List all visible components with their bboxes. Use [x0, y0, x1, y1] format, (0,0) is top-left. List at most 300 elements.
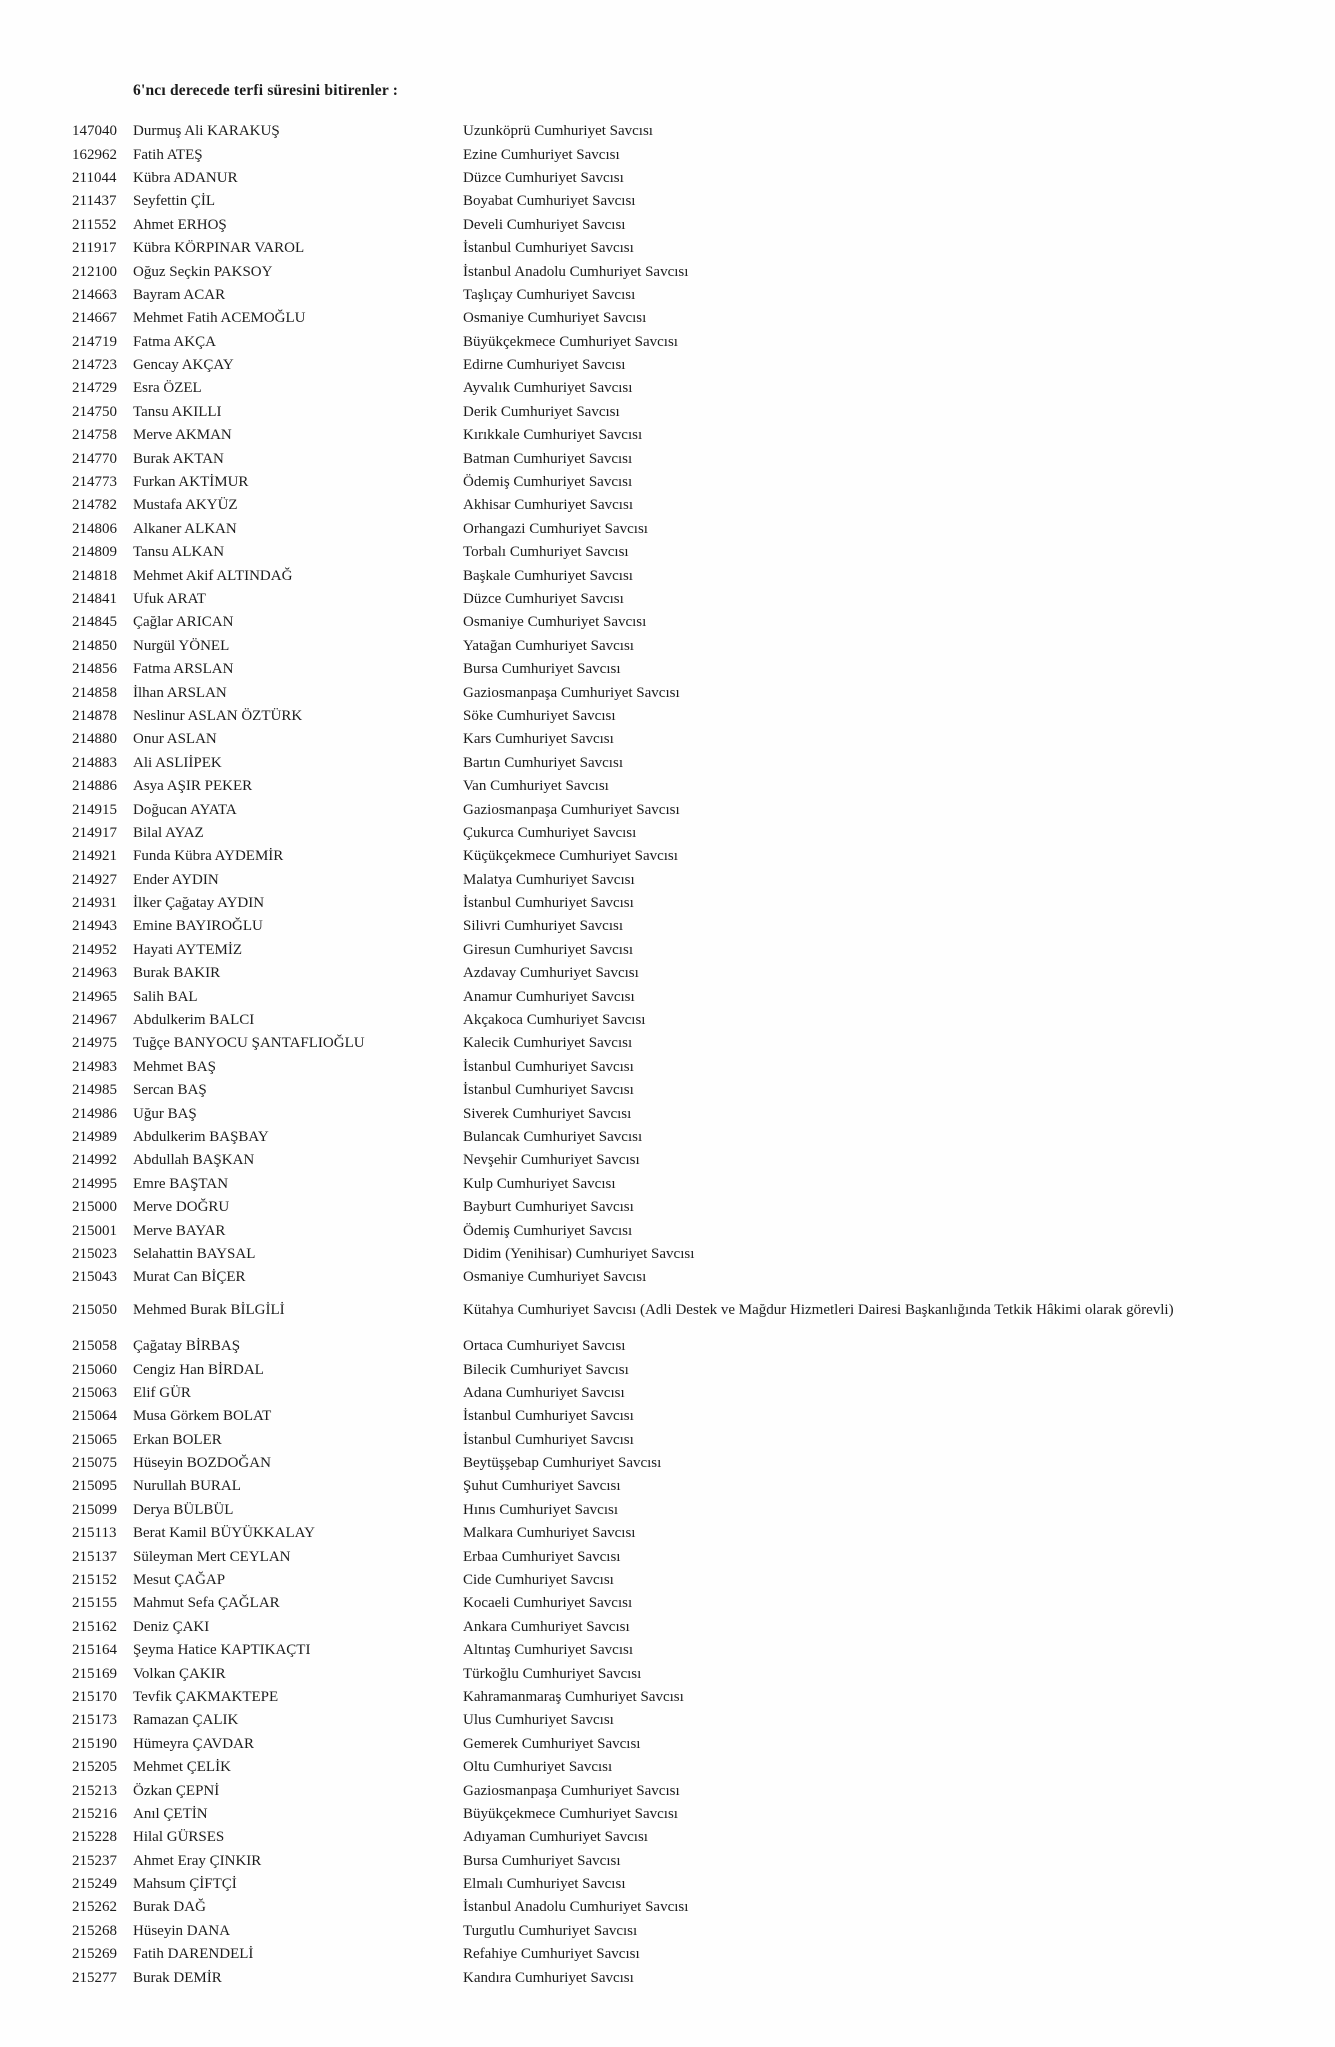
table-row: [0, 564, 1335, 587]
person-title: Kütahya Cumhuriyet Savcısı (Adli Destek ve Mağdur Hizmetleri Dairesi Başkanlığında Tetkik Hâkimi olarak görevli): [463, 1301, 1174, 1318]
person-name: Ali ASLIİPEK: [133, 754, 222, 771]
person-name: Abdullah BAŞKAN: [133, 1152, 255, 1169]
registry-number: 215113: [72, 1525, 117, 1542]
table-row: [0, 167, 1335, 190]
person-title: Kocaeli Cumhuriyet Savcısı: [463, 1595, 633, 1612]
person-name: Esra ÖZEL: [133, 380, 202, 397]
person-name: Anıl ÇETİN: [133, 1805, 208, 1822]
table-row: [0, 1405, 1335, 1428]
person-title: Altıntaş Cumhuriyet Savcısı: [463, 1642, 633, 1659]
registry-number: 215228: [72, 1829, 117, 1846]
table-row: [0, 1032, 1335, 1055]
registry-number: 147040: [72, 123, 117, 140]
table-row: [0, 331, 1335, 354]
person-name: Kübra ADANUR: [133, 169, 238, 186]
person-name: Alkaner ALKAN: [133, 520, 237, 537]
person-name: Emre BAŞTAN: [133, 1175, 229, 1192]
table-row: [0, 1126, 1335, 1149]
table-row: [0, 681, 1335, 704]
registry-number: 215169: [72, 1665, 117, 1682]
person-title: Akçakoca Cumhuriyet Savcısı: [463, 1012, 646, 1029]
table-row: [0, 120, 1335, 143]
registry-number: 215023: [72, 1245, 117, 1262]
person-title: Torbalı Cumhuriyet Savcısı: [463, 544, 629, 561]
person-name: Hilal GÜRSES: [133, 1829, 225, 1846]
person-title: İstanbul Cumhuriyet Savcısı: [463, 1408, 634, 1425]
person-title: Elmalı Cumhuriyet Savcısı: [463, 1876, 626, 1893]
person-name: Deniz ÇAKI: [133, 1618, 210, 1635]
person-title: Ankara Cumhuriyet Savcısı: [463, 1618, 630, 1635]
registry-number: 215075: [72, 1455, 117, 1472]
person-name: Tansu ALKAN: [133, 544, 225, 561]
person-title: Gaziosmanpaşa Cumhuriyet Savcısı: [463, 1782, 680, 1799]
table-row: [0, 1803, 1335, 1826]
registry-number: 215237: [72, 1852, 117, 1869]
person-title: İstanbul Anadolu Cumhuriyet Savcısı: [463, 263, 689, 280]
person-title: Şuhut Cumhuriyet Savcısı: [463, 1478, 621, 1495]
person-title: Bartın Cumhuriyet Savcısı: [463, 754, 623, 771]
person-name: Merve AKMAN: [133, 427, 232, 444]
person-title: Ortaca Cumhuriyet Savcısı: [463, 1338, 626, 1355]
table-row: [0, 471, 1335, 494]
table-row: [0, 1243, 1335, 1266]
table-row: [0, 1709, 1335, 1732]
person-name: Nurgül YÖNEL: [133, 637, 230, 654]
table-row: [0, 939, 1335, 962]
person-title: Bayburt Cumhuriyet Savcısı: [463, 1199, 634, 1216]
registry-number: 215190: [72, 1735, 117, 1752]
table-row: [0, 1569, 1335, 1592]
registry-number: 214965: [72, 988, 117, 1005]
person-name: Mustafa AKYÜZ: [133, 497, 238, 514]
person-name: Tuğçe BANYOCU ŞANTAFLIOĞLU: [133, 1035, 365, 1052]
table-row: [0, 822, 1335, 845]
person-title: Didim (Yenihisar) Cumhuriyet Savcısı: [463, 1245, 695, 1262]
person-name: Ufuk ARAT: [133, 591, 206, 607]
person-name: Selahattin BAYSAL: [133, 1245, 256, 1262]
registry-number: 214880: [72, 731, 117, 748]
table-row: [0, 1616, 1335, 1639]
person-title: Gemerek Cumhuriyet Savcısı: [463, 1735, 641, 1752]
table-row: [0, 494, 1335, 517]
person-name: İlker Çağatay AYDIN: [133, 895, 265, 912]
person-title: Boyabat Cumhuriyet Savcısı: [463, 193, 636, 210]
person-name: Fatma ARSLAN: [133, 661, 234, 678]
table-row: [0, 611, 1335, 634]
table-row: [0, 1662, 1335, 1685]
table-row: [0, 705, 1335, 728]
person-title: Adana Cumhuriyet Savcısı: [463, 1384, 625, 1401]
person-title: Kandıra Cumhuriyet Savcısı: [463, 1969, 634, 1986]
table-row: [0, 892, 1335, 915]
table-row: [0, 260, 1335, 283]
person-name: Mehmet BAŞ: [133, 1058, 216, 1075]
person-title: Anamur Cumhuriyet Savcısı: [463, 988, 635, 1005]
person-title: Başkale Cumhuriyet Savcısı: [463, 567, 633, 584]
table-row: [0, 1428, 1335, 1451]
table-row: [0, 985, 1335, 1008]
table-row: [0, 1149, 1335, 1172]
table-row: [0, 1686, 1335, 1709]
person-title: Bursa Cumhuriyet Savcısı: [463, 661, 621, 678]
person-name: Gencay AKÇAY: [133, 357, 234, 374]
person-title: Malatya Cumhuriyet Savcısı: [463, 871, 635, 888]
registry-number: 214975: [72, 1035, 117, 1052]
person-title: İstanbul Cumhuriyet Savcısı: [463, 1082, 634, 1099]
person-name: Onur ASLAN: [133, 731, 217, 748]
table-row: [0, 1522, 1335, 1545]
person-name: Hüseyin BOZDOĞAN: [133, 1455, 271, 1472]
registry-number: 214983: [72, 1058, 117, 1075]
table-row: [0, 1639, 1335, 1662]
registry-number: 215249: [72, 1876, 117, 1893]
registry-number: 215213: [72, 1782, 117, 1799]
table-row: [0, 1592, 1335, 1615]
person-name: Fatih DARENDELİ: [133, 1946, 254, 1963]
registry-number: 215269: [72, 1946, 117, 1963]
person-title: Düzce Cumhuriyet Savcısı: [463, 591, 624, 607]
registry-number: 211044: [72, 169, 117, 186]
registry-number: 214858: [72, 684, 117, 701]
registry-number: 214850: [72, 637, 117, 654]
person-title: İstanbul Cumhuriyet Savcısı: [463, 1431, 634, 1448]
registry-number: 214856: [72, 661, 117, 678]
person-title: Uzunköprü Cumhuriyet Savcısı: [463, 123, 653, 140]
person-title: Siverek Cumhuriyet Savcısı: [463, 1105, 632, 1122]
person-name: Emine BAYIROĞLU: [133, 918, 263, 935]
table-row: [0, 635, 1335, 658]
table-row: [0, 1196, 1335, 1219]
person-title: Giresun Cumhuriyet Savcısı: [463, 941, 633, 958]
person-title: Akhisar Cumhuriyet Savcısı: [463, 497, 633, 514]
table-row: [0, 518, 1335, 541]
registry-number: 214992: [72, 1152, 117, 1169]
table-row: [0, 401, 1335, 424]
person-title: İstanbul Anadolu Cumhuriyet Savcısı: [463, 1899, 689, 1916]
person-name: Bayram ACAR: [133, 286, 226, 303]
person-title: İstanbul Cumhuriyet Savcısı: [463, 1058, 634, 1075]
person-title: Küçükçekmece Cumhuriyet Savcısı: [463, 848, 678, 865]
registry-number: 215164: [72, 1642, 117, 1659]
registry-number: 214770: [72, 450, 117, 467]
person-name: Merve BAYAR: [133, 1222, 226, 1239]
registry-number: 214967: [72, 1012, 117, 1029]
registry-number: 214883: [72, 754, 117, 771]
table-row: [0, 1756, 1335, 1779]
person-title: Adıyaman Cumhuriyet Savcısı: [463, 1829, 648, 1846]
person-name: Hüseyin DANA: [133, 1922, 231, 1939]
person-name: Ramazan ÇALIK: [133, 1712, 239, 1729]
table-row: [0, 1499, 1335, 1522]
person-title: Kulp Cumhuriyet Savcısı: [463, 1175, 616, 1192]
registry-number: 215262: [72, 1899, 117, 1916]
person-name: Mahsum ÇİFTÇİ: [133, 1876, 237, 1893]
person-title: Nevşehir Cumhuriyet Savcısı: [463, 1152, 640, 1169]
person-name: Şeyma Hatice KAPTIKAÇTI: [133, 1642, 311, 1659]
person-name: Çağatay BİRBAŞ: [133, 1338, 241, 1355]
registry-number: 214723: [72, 357, 117, 374]
person-title: Derik Cumhuriyet Savcısı: [463, 403, 620, 420]
person-name: İlhan ARSLAN: [133, 684, 227, 701]
table-row: [0, 1056, 1335, 1079]
registry-number: 212100: [72, 263, 117, 280]
section-heading: 6'ncı derecede terfi süresini bitirenler :: [133, 82, 399, 99]
table-row: [0, 143, 1335, 166]
person-name: Merve DOĞRU: [133, 1199, 230, 1216]
registry-number: 215173: [72, 1712, 117, 1729]
table-row: [0, 1920, 1335, 1943]
registry-number: 215277: [72, 1969, 117, 1986]
person-name: Doğucan AYATA: [133, 801, 237, 818]
person-name: Uğur BAŞ: [133, 1105, 197, 1122]
person-title: Ayvalık Cumhuriyet Savcısı: [463, 380, 633, 397]
table-row: [0, 1382, 1335, 1405]
table-row: [0, 658, 1335, 681]
person-title: Osmaniye Cumhuriyet Savcısı: [463, 310, 647, 327]
registry-number: 214782: [72, 497, 117, 514]
person-title: Orhangazi Cumhuriyet Savcısı: [463, 520, 648, 537]
person-title: Taşlıçay Cumhuriyet Savcısı: [463, 286, 636, 303]
table-row: [0, 1826, 1335, 1849]
person-title: Beytüşşebap Cumhuriyet Savcısı: [463, 1455, 662, 1472]
registry-number: 215099: [72, 1501, 117, 1518]
person-name: Burak DAĞ: [133, 1899, 206, 1916]
person-name: Tansu AKILLI: [133, 403, 222, 420]
table-row: [0, 447, 1335, 470]
person-name: Mehmet Akif ALTINDAĞ: [133, 567, 293, 584]
person-name: Hümeyra ÇAVDAR: [133, 1735, 254, 1752]
table-row: [0, 869, 1335, 892]
registry-number: 214985: [72, 1082, 117, 1099]
registry-number: 214917: [72, 824, 117, 841]
person-name: Sercan BAŞ: [133, 1082, 207, 1099]
person-name: Volkan ÇAKIR: [133, 1665, 226, 1682]
registry-number: 214989: [72, 1128, 117, 1145]
person-title: Düzce Cumhuriyet Savcısı: [463, 169, 624, 186]
registry-number: 215064: [72, 1408, 117, 1425]
person-title: Cide Cumhuriyet Savcısı: [463, 1572, 614, 1589]
table-row: [0, 1943, 1335, 1966]
registry-number: 214927: [72, 871, 117, 888]
person-name: Berat Kamil BÜYÜKKALAY: [133, 1525, 315, 1542]
person-name: Nurullah BURAL: [133, 1478, 241, 1495]
table-row: [0, 214, 1335, 237]
registry-number: 214806: [72, 520, 117, 537]
registry-number: 215205: [72, 1759, 117, 1776]
person-title: Malkara Cumhuriyet Savcısı: [463, 1525, 636, 1542]
person-name: Cengiz Han BİRDAL: [133, 1361, 264, 1378]
registry-number: 214995: [72, 1175, 117, 1192]
person-name: Fatma AKÇA: [133, 333, 216, 350]
person-name: Bilal AYAZ: [133, 824, 204, 841]
person-name: Murat Can BİÇER: [133, 1269, 246, 1286]
registry-number: 214667: [72, 310, 117, 327]
registry-number: 214750: [72, 403, 117, 420]
person-name: Abdulkerim BALCI: [133, 1012, 255, 1029]
table-row: [0, 1850, 1335, 1873]
person-name: Oğuz Seçkin PAKSOY: [133, 263, 273, 280]
registry-number: 211917: [72, 240, 117, 257]
registry-number: 215060: [72, 1361, 117, 1378]
person-title: Çukurca Cumhuriyet Savcısı: [463, 824, 637, 841]
table-row: [0, 845, 1335, 868]
person-title: Osmaniye Cumhuriyet Savcısı: [463, 1269, 647, 1286]
person-title: Gaziosmanpaşa Cumhuriyet Savcısı: [463, 684, 680, 701]
registry-number: 211437: [72, 193, 117, 210]
registry-number: 214986: [72, 1105, 117, 1122]
person-name: Ender AYDIN: [133, 871, 219, 888]
person-name: Derya BÜLBÜL: [133, 1501, 234, 1518]
registry-number: 214943: [72, 918, 117, 935]
table-row: [0, 752, 1335, 775]
person-name: Asya AŞIR PEKER: [133, 778, 253, 795]
person-title: Refahiye Cumhuriyet Savcısı: [463, 1946, 640, 1963]
person-title: Oltu Cumhuriyet Savcısı: [463, 1759, 613, 1776]
person-name: Hayati AYTEMİZ: [133, 941, 243, 958]
table-row: [0, 588, 1335, 611]
table-row: [0, 1873, 1335, 1896]
person-title: Van Cumhuriyet Savcısı: [463, 778, 609, 795]
person-title: Hınıs Cumhuriyet Savcısı: [463, 1501, 618, 1518]
person-name: Mehmet Fatih ACEMOĞLU: [133, 310, 306, 327]
person-name: Neslinur ASLAN ÖZTÜRK: [133, 707, 303, 724]
registry-number: 215050: [72, 1301, 117, 1318]
table-row: [0, 798, 1335, 821]
registry-number: 215065: [72, 1431, 117, 1448]
registry-number: 215063: [72, 1384, 117, 1401]
table-row: [0, 1173, 1335, 1196]
table-row: [0, 1102, 1335, 1125]
person-name: Mesut ÇAĞAP: [133, 1572, 226, 1589]
registry-number: 214931: [72, 895, 117, 912]
person-title: Yatağan Cumhuriyet Savcısı: [463, 637, 634, 654]
table-row: [0, 354, 1335, 377]
table-row: [0, 284, 1335, 307]
person-title: Bilecik Cumhuriyet Savcısı: [463, 1361, 629, 1378]
table-row: [0, 1452, 1335, 1475]
registry-number: 211552: [72, 216, 117, 233]
table-row: [0, 728, 1335, 751]
table-row: [0, 190, 1335, 213]
person-title: Ödemiş Cumhuriyet Savcısı: [463, 474, 633, 491]
person-title: Azdavay Cumhuriyet Savcısı: [463, 965, 639, 982]
person-name: Musa Görkem BOLAT: [133, 1408, 272, 1425]
registry-number: 215095: [72, 1478, 117, 1495]
table-row: [0, 1733, 1335, 1756]
person-name: Tevfik ÇAKMAKTEPE: [133, 1688, 279, 1705]
person-title: Kalecik Cumhuriyet Savcısı: [463, 1035, 633, 1052]
person-name: Seyfettin ÇİL: [133, 193, 216, 210]
table-row: [0, 1358, 1335, 1381]
person-title: Büyükçekmece Cumhuriyet Savcısı: [463, 1805, 678, 1822]
person-title: Kahramanmaraş Cumhuriyet Savcısı: [463, 1688, 684, 1705]
person-title: İstanbul Cumhuriyet Savcısı: [463, 895, 634, 912]
registry-number: 215137: [72, 1548, 117, 1565]
registry-number: 214773: [72, 474, 117, 491]
registry-number: 215058: [72, 1338, 117, 1355]
registry-number: 214915: [72, 801, 117, 818]
person-title: Develi Cumhuriyet Savcısı: [463, 216, 626, 233]
registry-number: 162962: [72, 146, 117, 163]
person-title: Erbaa Cumhuriyet Savcısı: [463, 1548, 621, 1565]
registry-number: 215000: [72, 1199, 117, 1216]
registry-number: 214963: [72, 965, 117, 982]
table-row: [0, 541, 1335, 564]
person-name: Kübra KÖRPINAR VAROL: [133, 240, 305, 257]
person-title: Kars Cumhuriyet Savcısı: [463, 731, 614, 748]
registry-number: 214886: [72, 778, 117, 795]
registry-number: 214841: [72, 591, 117, 607]
person-title: Büyükçekmece Cumhuriyet Savcısı: [463, 333, 678, 350]
person-name: Mehmet ÇELİK: [133, 1759, 231, 1776]
registry-number: 214845: [72, 614, 117, 631]
table-row: [0, 1545, 1335, 1568]
person-title: Söke Cumhuriyet Savcısı: [463, 707, 616, 724]
table-row: [0, 377, 1335, 400]
registry-number: 214878: [72, 707, 117, 724]
registry-number: 214818: [72, 567, 117, 584]
person-name: Özkan ÇEPNİ: [133, 1782, 220, 1799]
table-row: [0, 237, 1335, 260]
table-row: [0, 915, 1335, 938]
table-row: [0, 1475, 1335, 1498]
person-name: Salih BAL: [133, 988, 198, 1005]
person-name: Abdulkerim BAŞBAY: [133, 1128, 269, 1145]
person-name: Mahmut Sefa ÇAĞLAR: [133, 1595, 280, 1612]
registry-number: 214758: [72, 427, 117, 444]
registry-number: 215001: [72, 1222, 117, 1239]
registry-number: 215268: [72, 1922, 117, 1939]
person-title: Ödemiş Cumhuriyet Savcısı: [463, 1222, 633, 1239]
table-row: [0, 424, 1335, 447]
table-row: [0, 1335, 1335, 1358]
registry-number: 214729: [72, 380, 117, 397]
person-name: Furkan AKTİMUR: [133, 474, 249, 491]
registry-number: 215162: [72, 1618, 117, 1635]
person-name: Durmuş Ali KARAKUŞ: [133, 123, 280, 140]
person-name: Mehmed Burak BİLGİLİ: [133, 1301, 285, 1318]
registry-number: 215155: [72, 1595, 117, 1612]
person-name: Fatih ATEŞ: [133, 146, 203, 163]
person-name: Funda Kübra AYDEMİR: [133, 848, 284, 865]
person-name: Süleyman Mert CEYLAN: [133, 1548, 291, 1565]
person-title: Silivri Cumhuriyet Savcısı: [463, 918, 623, 935]
person-title: Batman Cumhuriyet Savcısı: [463, 450, 633, 467]
person-title: Turgutlu Cumhuriyet Savcısı: [463, 1922, 638, 1939]
person-title: Bursa Cumhuriyet Savcısı: [463, 1852, 621, 1869]
person-title: Kırıkkale Cumhuriyet Savcısı: [463, 427, 643, 444]
registry-number: 214809: [72, 544, 117, 561]
person-title: Gaziosmanpaşa Cumhuriyet Savcısı: [463, 801, 680, 818]
table-row: [0, 1779, 1335, 1802]
promotion-list: [0, 120, 1335, 1990]
person-name: Ahmet Eray ÇINKIR: [133, 1852, 262, 1869]
person-title: Osmaniye Cumhuriyet Savcısı: [463, 614, 647, 631]
table-row: [0, 962, 1335, 985]
table-row: [0, 1219, 1335, 1242]
table-row: [0, 775, 1335, 798]
person-title: Bulancak Cumhuriyet Savcısı: [463, 1128, 643, 1145]
person-title: İstanbul Cumhuriyet Savcısı: [463, 240, 634, 257]
registry-number: 214663: [72, 286, 117, 303]
person-name: Elif GÜR: [133, 1384, 191, 1401]
person-title: Türkoğlu Cumhuriyet Savcısı: [463, 1665, 642, 1682]
person-title: Ulus Cumhuriyet Savcısı: [463, 1712, 614, 1729]
person-name: Erkan BOLER: [133, 1431, 222, 1448]
person-name: Burak AKTAN: [133, 450, 224, 467]
registry-number: 214719: [72, 333, 117, 350]
table-row: [0, 1079, 1335, 1102]
